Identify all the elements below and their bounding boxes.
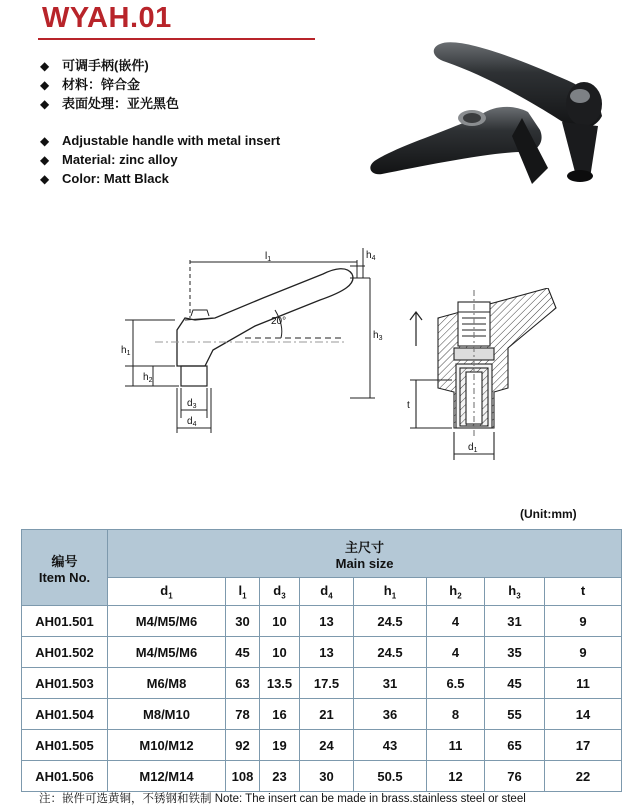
item-no-header: 编号 Item No. [22, 530, 108, 606]
footnote: 注：嵌件可选黄铜，不锈钢和铁制 Note: The insert can be made in brass.stainless steel or steel [39, 793, 526, 805]
diamond-bullet-icon: ◆ [40, 97, 50, 111]
table-cell: 17.5 [300, 668, 354, 699]
feature-text: Color: Matt Black [62, 171, 169, 186]
feature-text: Adjustable handle with metal insert [62, 133, 281, 148]
table-cell: 13 [300, 606, 354, 637]
diamond-bullet-icon: ◆ [40, 153, 50, 167]
table-cell: 78 [226, 699, 260, 730]
column-header: $d_3$ [260, 578, 300, 606]
dim-t-label: t [407, 400, 410, 411]
column-header-row [22, 578, 622, 606]
table-cell: 30 [300, 761, 354, 792]
column-header: $h_2$ [427, 578, 485, 606]
column-header: $d_1$ [108, 578, 226, 606]
dim-h2-label: $h_2$ [143, 372, 153, 384]
item-number-cell: AH01.505 [22, 730, 108, 761]
table-cell: 10 [260, 637, 300, 668]
table-cell: 24 [300, 730, 354, 761]
feature-text: 材料：锌合金 [62, 77, 141, 92]
feature-item [40, 56, 280, 75]
table-cell: 9 [545, 606, 622, 637]
item-number-cell: AH01.502 [22, 637, 108, 668]
table-row [22, 730, 622, 761]
table-row [22, 668, 622, 699]
table-cell: 14 [545, 699, 622, 730]
table-cell: 36 [354, 699, 427, 730]
dim-d1-label: $d_1$ [468, 442, 478, 454]
table-cell: M6/M8 [108, 668, 226, 699]
dim-h4-label: $h_4$ [366, 250, 376, 262]
table-cell: 30 [226, 606, 260, 637]
table-cell: 65 [485, 730, 545, 761]
item-number-cell: AH01.506 [22, 761, 108, 792]
dim-d4-label: $d_4$ [187, 416, 197, 428]
table-cell: 12 [427, 761, 485, 792]
table-cell: M8/M10 [108, 699, 226, 730]
item-number-cell: AH01.503 [22, 668, 108, 699]
table-cell: 43 [354, 730, 427, 761]
table-cell: 31 [354, 668, 427, 699]
table-cell: 63 [226, 668, 260, 699]
table-row [22, 761, 622, 792]
unit-label: (Unit:mm) [520, 507, 577, 521]
dim-h3-label: $h_3$ [373, 330, 383, 342]
column-header: $l_1$ [226, 578, 260, 606]
table-cell: 11 [545, 668, 622, 699]
item-number-cell: AH01.501 [22, 606, 108, 637]
table-cell: 13 [300, 637, 354, 668]
handle-dimension-drawing [95, 238, 395, 443]
dimension-table [21, 529, 622, 792]
table-row [22, 699, 622, 730]
table-cell: 19 [260, 730, 300, 761]
table-cell: 21 [300, 699, 354, 730]
column-header: t [545, 578, 622, 606]
feature-list [40, 56, 280, 188]
dim-d3-label: $d_3$ [187, 398, 197, 410]
diamond-bullet-icon: ◆ [40, 172, 50, 186]
table-cell: 50.5 [354, 761, 427, 792]
product-title: WYAH.01 [42, 2, 172, 34]
feature-text: 可调手柄(嵌件) [62, 58, 149, 73]
item-number-cell: AH01.504 [22, 699, 108, 730]
table-cell: 45 [226, 637, 260, 668]
table-cell: 35 [485, 637, 545, 668]
diamond-bullet-icon: ◆ [40, 59, 50, 73]
table-cell: 17 [545, 730, 622, 761]
feature-item [40, 94, 280, 113]
diamond-bullet-icon: ◆ [40, 134, 50, 148]
table-cell: 6.5 [427, 668, 485, 699]
table-cell: 4 [427, 637, 485, 668]
feature-item [40, 131, 280, 150]
table-cell: 55 [485, 699, 545, 730]
table-cell: M10/M12 [108, 730, 226, 761]
table-cell: 24.5 [354, 606, 427, 637]
table-cell: 31 [485, 606, 545, 637]
feature-item [40, 75, 280, 94]
table-cell: 16 [260, 699, 300, 730]
main-size-header: 主尺寸 Main size [108, 530, 622, 578]
feature-item [40, 169, 280, 188]
dim-l1-label: $l_1$ [265, 251, 272, 263]
table-cell: M4/M5/M6 [108, 606, 226, 637]
dim-angle-label: 20° [271, 316, 287, 327]
table-cell: 76 [485, 761, 545, 792]
column-header: $h_3$ [485, 578, 545, 606]
table-cell: 23 [260, 761, 300, 792]
insert-section-drawing [398, 288, 568, 463]
table-cell: M12/M14 [108, 761, 226, 792]
table-cell: 24.5 [354, 637, 427, 668]
handle-photo [362, 26, 622, 196]
table-cell: 108 [226, 761, 260, 792]
feature-text: Material: zinc alloy [62, 152, 178, 167]
table-cell: M4/M5/M6 [108, 637, 226, 668]
table-cell: 8 [427, 699, 485, 730]
table-cell: 13.5 [260, 668, 300, 699]
feature-item [40, 150, 280, 169]
title-underline [38, 38, 315, 40]
table-cell: 11 [427, 730, 485, 761]
diamond-bullet-icon: ◆ [40, 78, 50, 92]
table-header-row [22, 530, 622, 578]
dim-h1-label: $h_1$ [121, 345, 131, 357]
feature-text: 表面处理：亚光黑色 [62, 96, 180, 111]
table-cell: 4 [427, 606, 485, 637]
table-cell: 22 [545, 761, 622, 792]
table-row [22, 606, 622, 637]
table-cell: 10 [260, 606, 300, 637]
table-row [22, 637, 622, 668]
table-cell: 92 [226, 730, 260, 761]
column-header: $h_1$ [354, 578, 427, 606]
column-header: $d_4$ [300, 578, 354, 606]
table-cell: 9 [545, 637, 622, 668]
table-cell: 45 [485, 668, 545, 699]
